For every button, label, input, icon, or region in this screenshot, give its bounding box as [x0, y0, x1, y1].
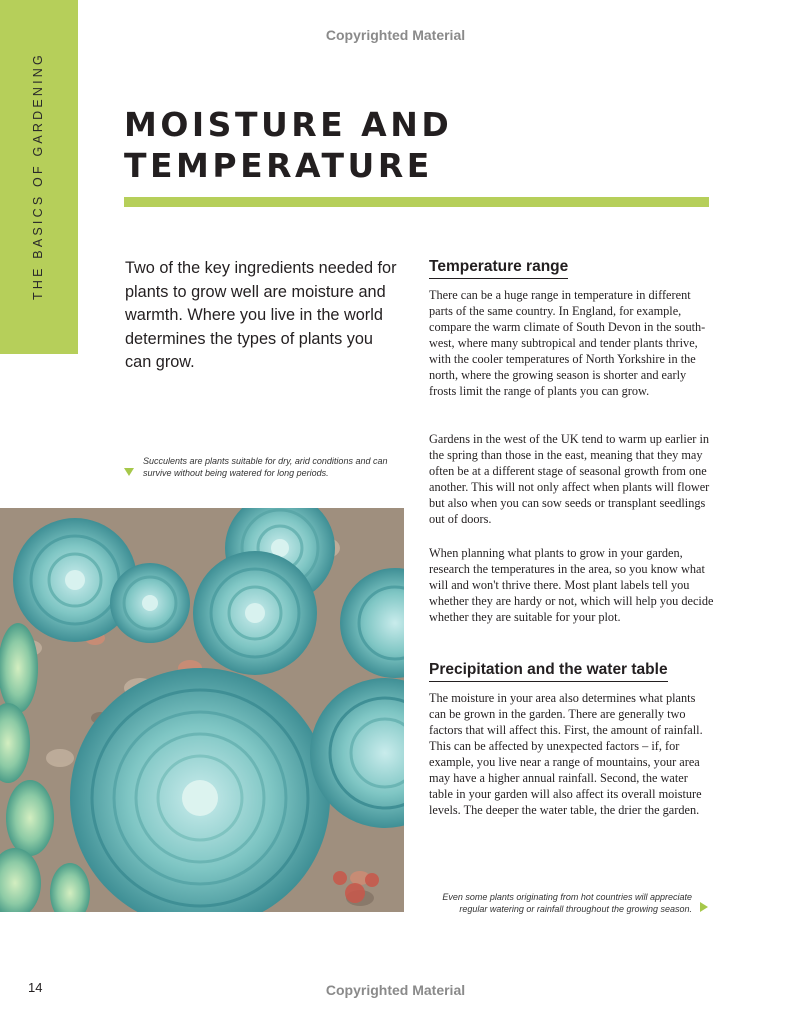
photo-caption: Succulents are plants suitable for dry, arid conditions and can survive without being watered for long periods. — [143, 456, 388, 478]
heading-precipitation: Precipitation and the water table — [429, 660, 668, 682]
succulent-photo — [0, 508, 404, 912]
caption-arrow-down-icon — [124, 468, 134, 476]
watermark-bottom: Copyrighted Material — [325, 982, 466, 998]
title-rule — [124, 197, 709, 207]
succulent-illustration — [0, 508, 404, 912]
caption-arrow-right-icon — [700, 902, 708, 912]
page-title: MOISTURE AND TEMPERATURE — [124, 105, 453, 185]
heading-temperature-range: Temperature range — [429, 257, 568, 279]
section-tab-label: THE BASICS OF GARDENING — [31, 52, 45, 300]
watermark-top: Copyrighted Material — [325, 27, 466, 43]
section-tab — [0, 0, 78, 354]
intro-paragraph: Two of the key ingredients needed for plants to grow well are moisture and warmth. Where you live in the world determines the types of plants you can grow. — [125, 259, 397, 371]
rosette-center — [110, 563, 190, 643]
temperature-paragraph-2: Gardens in the west of the UK tend to warm up earlier in the spring than those in the east, meaning that they may often be at a different stage of seasonal growth from one another. This will not only affect when plants will flower but also when you can sow seeds or transplant seedlings out of doors. — [429, 432, 710, 526]
temperature-paragraph-3: When planning what plants to grow in your garden, research the temperatures in the area, so you know what will and won't thrive there. Most plant labels tell you whether they are hardy or not, which will help you decide whether they are suitable for your plot. — [429, 546, 714, 624]
rosette-mid — [193, 551, 317, 675]
temperature-paragraph-1: There can be a huge range in temperature in different parts of the same country. In England, for example, compare the warm climate of South Devon in the south-west, where many subtropical and tender plants thrive, with the cooler temperatures of North Yorkshire in the north, where the growing season is shorter and early frosts limit the range of plants you can grow. — [429, 288, 706, 398]
bottom-caption: Even some plants originating from hot countries will appreciate regular watering or rainfall throughout the growing season. — [442, 892, 692, 914]
precipitation-paragraph-1: The moisture in your area also determines what plants can be grown in the garden. There are generally two factors that will affect this. First, the amount of rainfall. This can be affected by unexpected factors – if, for example, you live near a range of mountains, your area may have a higher annual rainfall. Second, the water table in your garden will also affect its overall moisture levels. The deeper the water table, the drier the garden. — [429, 691, 703, 817]
page-number: 14 — [28, 980, 43, 995]
